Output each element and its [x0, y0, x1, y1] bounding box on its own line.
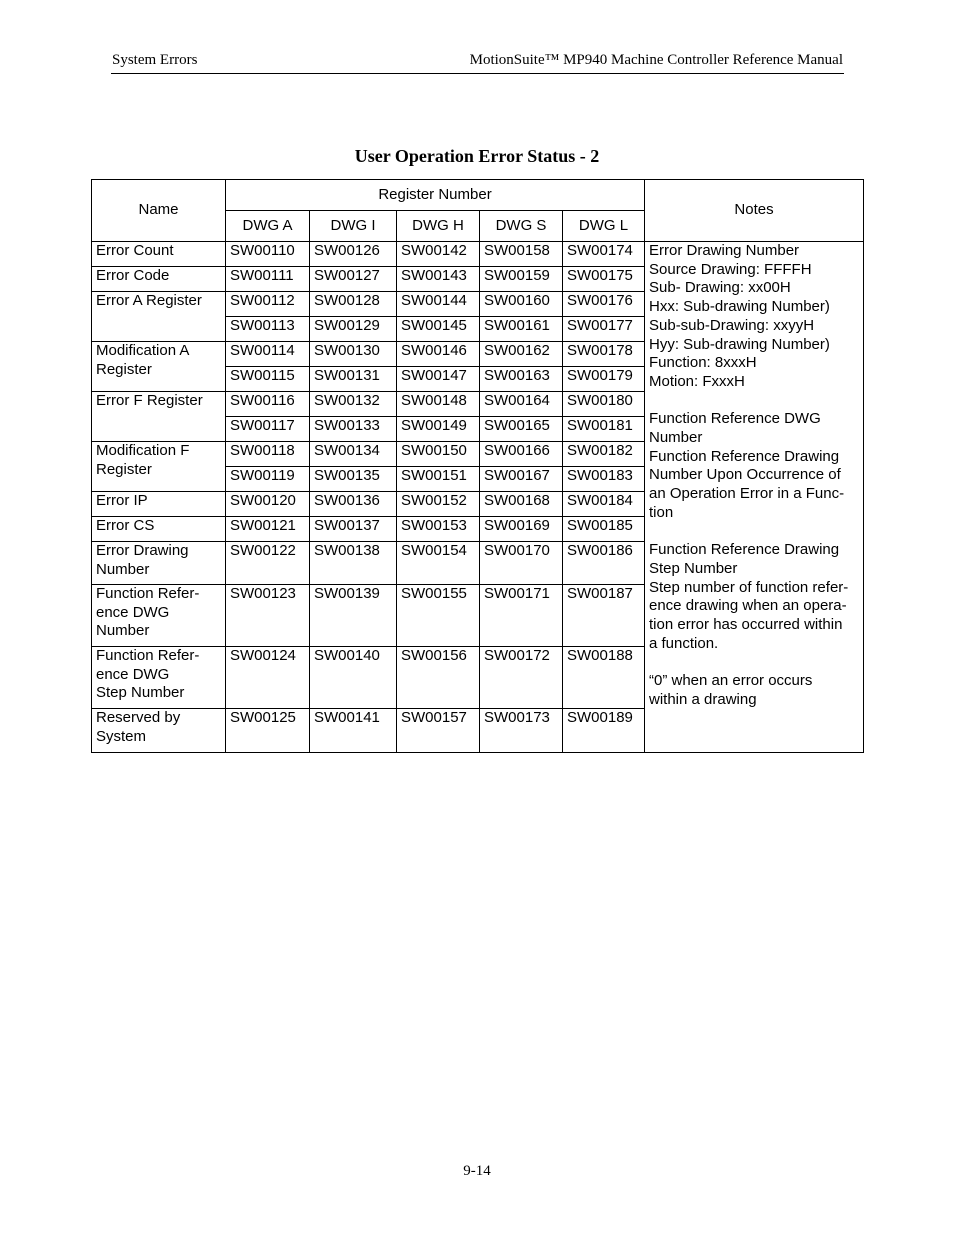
register-cell: SW00123 — [226, 585, 310, 647]
register-cell: SW00128 — [310, 292, 397, 317]
register-cell: SW00185 — [563, 517, 645, 542]
register-cell: SW00138 — [310, 542, 397, 585]
row-name-cell: Modification A Register — [92, 342, 226, 392]
header-dwg-l: DWG L — [563, 211, 645, 242]
register-cell: SW00110 — [226, 242, 310, 267]
register-cell: SW00119 — [226, 467, 310, 492]
register-cell: SW00152 — [397, 492, 480, 517]
register-cell: SW00174 — [563, 242, 645, 267]
row-name-cell: Error Count — [92, 242, 226, 267]
register-cell: SW00115 — [226, 367, 310, 392]
register-cell: SW00166 — [480, 442, 563, 467]
register-cell: SW00134 — [310, 442, 397, 467]
register-cell: SW00180 — [563, 392, 645, 417]
register-cell: SW00170 — [480, 542, 563, 585]
register-cell: SW00137 — [310, 517, 397, 542]
register-cell: SW00161 — [480, 317, 563, 342]
header-dwg-h: DWG H — [397, 211, 480, 242]
register-cell: SW00175 — [563, 267, 645, 292]
register-cell: SW00142 — [397, 242, 480, 267]
row-name-cell: Reserved by System — [92, 709, 226, 753]
register-cell: SW00133 — [310, 417, 397, 442]
register-cell: SW00118 — [226, 442, 310, 467]
register-cell: SW00113 — [226, 317, 310, 342]
register-cell: SW00188 — [563, 647, 645, 709]
register-cell: SW00151 — [397, 467, 480, 492]
register-cell: SW00132 — [310, 392, 397, 417]
register-cell: SW00163 — [480, 367, 563, 392]
register-cell: SW00189 — [563, 709, 645, 753]
register-cell: SW00112 — [226, 292, 310, 317]
row-name-cell: Error Code — [92, 267, 226, 292]
row-name-cell: Modification F Register — [92, 442, 226, 492]
register-cell: SW00136 — [310, 492, 397, 517]
row-name-cell: Error A Register — [92, 292, 226, 342]
register-cell: SW00143 — [397, 267, 480, 292]
register-cell: SW00156 — [397, 647, 480, 709]
register-cell: SW00149 — [397, 417, 480, 442]
header-dwg-a: DWG A — [226, 211, 310, 242]
page-title: User Operation Error Status - 2 — [354, 146, 600, 166]
register-cell: SW00167 — [480, 467, 563, 492]
register-cell: SW00141 — [310, 709, 397, 753]
register-cell: SW00131 — [310, 367, 397, 392]
register-cell: SW00176 — [563, 292, 645, 317]
register-cell: SW00183 — [563, 467, 645, 492]
register-cell: SW00111 — [226, 267, 310, 292]
register-cell: SW00158 — [480, 242, 563, 267]
register-cell: SW00181 — [563, 417, 645, 442]
register-cell: SW00171 — [480, 585, 563, 647]
register-cell: SW00179 — [563, 367, 645, 392]
register-cell: SW00114 — [226, 342, 310, 367]
row-name-cell: Error IP — [92, 492, 226, 517]
header-dwg-s: DWG S — [480, 211, 563, 242]
register-cell: SW00147 — [397, 367, 480, 392]
register-cell: SW00173 — [480, 709, 563, 753]
register-cell: SW00160 — [480, 292, 563, 317]
register-cell: SW00125 — [226, 709, 310, 753]
register-cell: SW00144 — [397, 292, 480, 317]
register-cell: SW00155 — [397, 585, 480, 647]
register-cell: SW00182 — [563, 442, 645, 467]
page-number: 9-14 — [463, 1163, 491, 1179]
register-cell: SW00162 — [480, 342, 563, 367]
row-name-cell: Error Drawing Number — [92, 542, 226, 585]
header-name: Name — [92, 180, 226, 242]
row-name-cell: Error F Register — [92, 392, 226, 442]
register-cell: SW00146 — [397, 342, 480, 367]
register-cell: SW00121 — [226, 517, 310, 542]
row-name-cell: Function Refer- ence DWG Number — [92, 585, 226, 647]
register-cell: SW00186 — [563, 542, 645, 585]
row-name-cell: Function Refer- ence DWG Step Number — [92, 647, 226, 709]
register-cell: SW00122 — [226, 542, 310, 585]
header-notes: Notes — [645, 180, 864, 242]
register-cell: SW00135 — [310, 467, 397, 492]
row-name-cell: Error CS — [92, 517, 226, 542]
register-cell: SW00127 — [310, 267, 397, 292]
error-status-table — [91, 179, 864, 753]
notes-cell — [645, 242, 864, 753]
register-cell: SW00169 — [480, 517, 563, 542]
register-cell: SW00177 — [563, 317, 645, 342]
register-cell: SW00124 — [226, 647, 310, 709]
header-rule — [111, 73, 844, 74]
register-cell: SW00178 — [563, 342, 645, 367]
register-cell: SW00187 — [563, 585, 645, 647]
register-cell: SW00116 — [226, 392, 310, 417]
register-cell: SW00172 — [480, 647, 563, 709]
register-cell: SW00184 — [563, 492, 645, 517]
register-cell: SW00130 — [310, 342, 397, 367]
register-cell: SW00168 — [480, 492, 563, 517]
header-register-number: Register Number — [226, 180, 645, 211]
register-cell: SW00139 — [310, 585, 397, 647]
register-cell: SW00157 — [397, 709, 480, 753]
register-cell: SW00164 — [480, 392, 563, 417]
header-manual-title: MotionSuite™ MP940 Machine Controller Reference Manual — [469, 52, 843, 68]
register-cell: SW00117 — [226, 417, 310, 442]
register-cell: SW00148 — [397, 392, 480, 417]
register-cell: SW00159 — [480, 267, 563, 292]
register-cell: SW00154 — [397, 542, 480, 585]
register-cell: SW00140 — [310, 647, 397, 709]
header-dwg-i: DWG I — [310, 211, 397, 242]
register-cell: SW00150 — [397, 442, 480, 467]
register-cell: SW00153 — [397, 517, 480, 542]
notes-text: Error Drawing Number Source Drawing: FFFFH Sub- Drawing: xx00H Hxx: Sub-drawing Number) Sub-sub-Drawing: xxyyH Hyy: Sub-drawing Number) Function: 8xxxH Motion: FxxxH Function Reference DWG Number Function Reference Drawing Number Upon Occurrence of an Operation Error in a Func- tion Function Reference Drawing Step Number Step number of function refer- ence drawing when an opera- tion error has occurred within a function. “0” when an error occurs within a drawing — [649, 242, 849, 708]
header-section: System Errors — [112, 52, 198, 68]
register-cell: SW00129 — [310, 317, 397, 342]
table-row — [92, 242, 864, 267]
register-cell: SW00120 — [226, 492, 310, 517]
register-cell: SW00126 — [310, 242, 397, 267]
register-cell: SW00165 — [480, 417, 563, 442]
register-cell: SW00145 — [397, 317, 480, 342]
